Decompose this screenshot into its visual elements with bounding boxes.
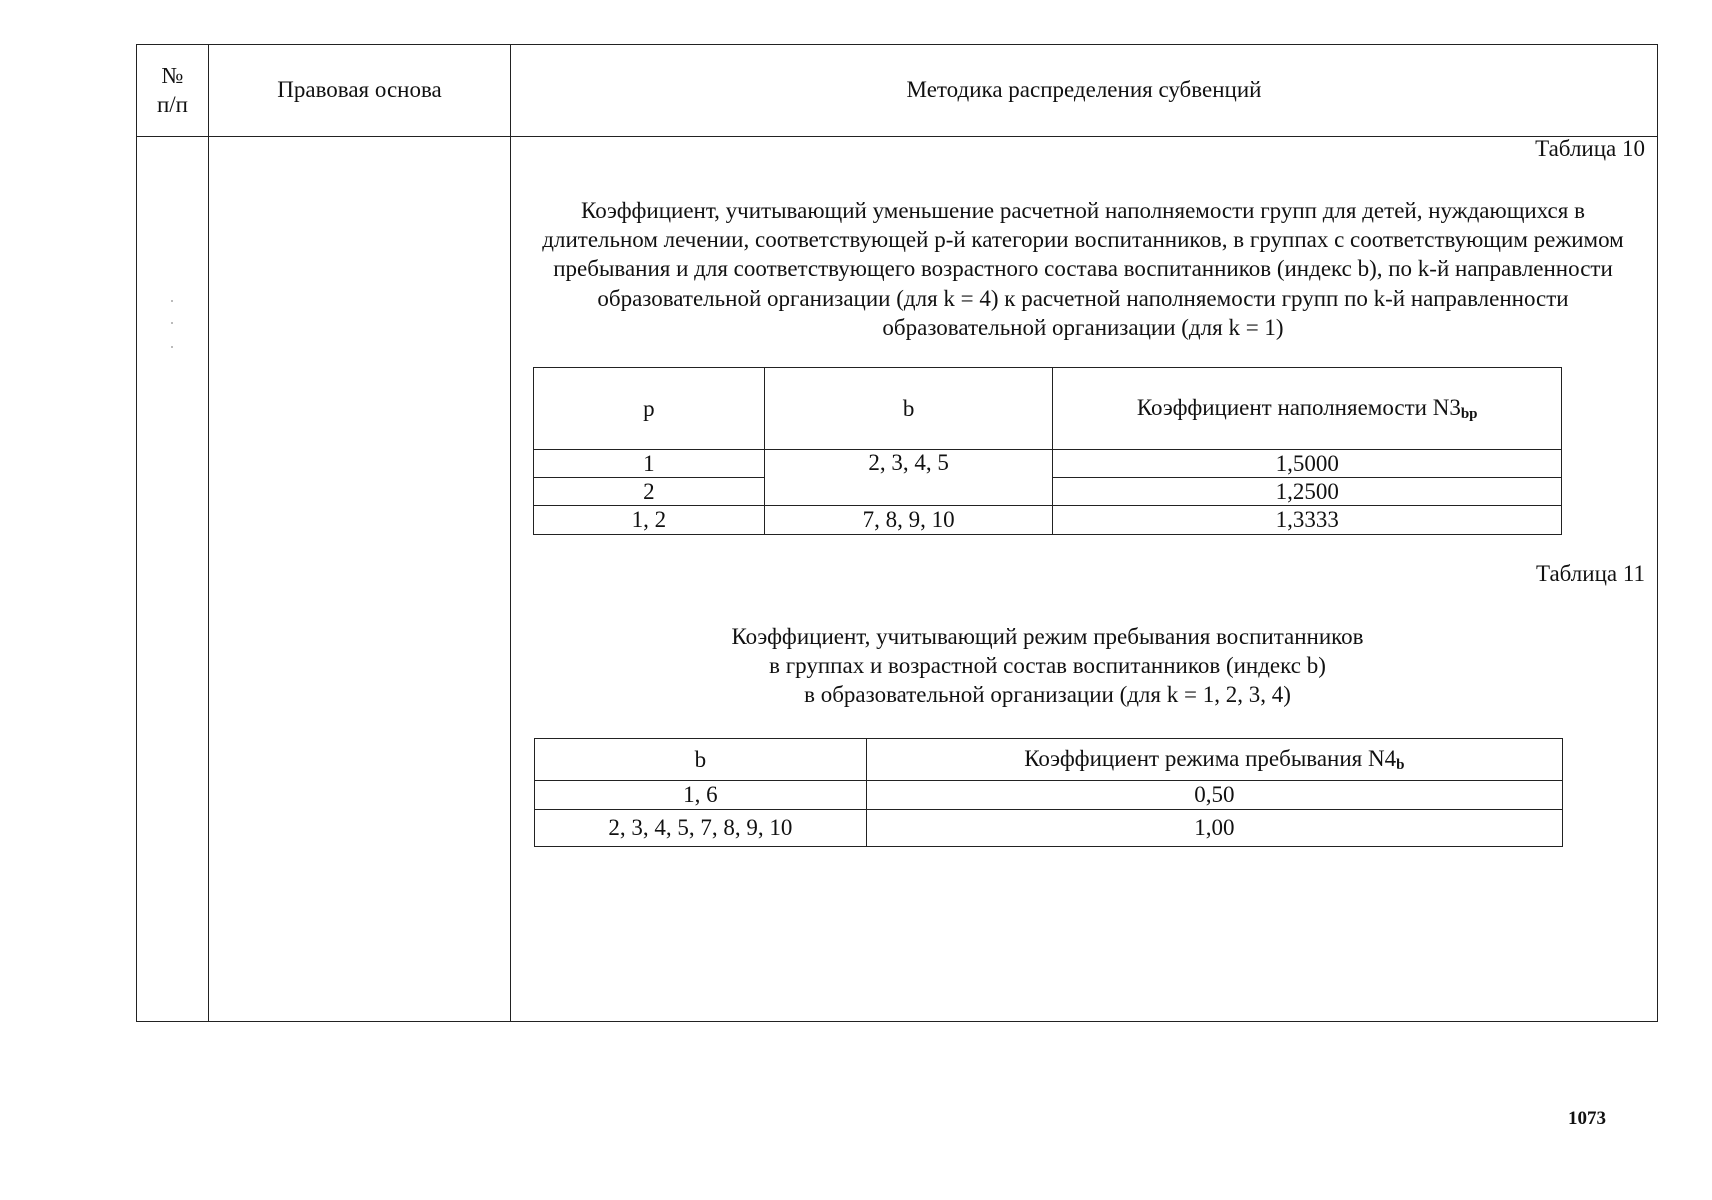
table10-head-coef-sub: bp bbox=[1460, 405, 1478, 422]
table10-cell-p: 2 bbox=[534, 478, 765, 506]
table10-cell-value: 1,3333 bbox=[1053, 506, 1562, 535]
header-method-cell bbox=[511, 45, 1657, 136]
table11-label: Таблица 11 bbox=[1535, 561, 1645, 586]
table11-caption-line2: в группах и возрастной состав воспитанников (индекс b) bbox=[769, 653, 1326, 679]
table11-cell-value: 0,50 bbox=[866, 781, 1562, 810]
scan-artifact bbox=[171, 322, 173, 324]
table-row bbox=[535, 810, 1563, 847]
table11-cell-b: 2, 3, 4, 5, 7, 8, 9, 10 bbox=[535, 810, 867, 847]
table-row bbox=[535, 781, 1563, 810]
column-divider-2 bbox=[510, 44, 511, 1022]
table11-head-b: b bbox=[535, 739, 867, 781]
column-divider-1 bbox=[208, 44, 209, 1022]
header-basis-cell bbox=[209, 45, 510, 136]
scan-artifact bbox=[171, 300, 173, 302]
table11-caption bbox=[533, 622, 1562, 710]
table10-cell-value: 1,5000 bbox=[1053, 450, 1562, 478]
table11-header-row bbox=[535, 739, 1563, 781]
header-method-label: Методика распределения субвенций bbox=[906, 77, 1262, 103]
table10-header-row bbox=[534, 368, 1562, 450]
table10-cell-b: 7, 8, 9, 10 bbox=[764, 506, 1053, 535]
table11 bbox=[534, 738, 1563, 847]
header-number-label: № п/п bbox=[156, 62, 188, 117]
table11-caption-line3: в образовательной организации (для k = 1, 2, 3, 4) bbox=[804, 682, 1291, 708]
table11-cell-b: 1, 6 bbox=[535, 781, 867, 810]
table10-cell-value: 1,2500 bbox=[1053, 478, 1562, 506]
table11-head-coef-sub: b bbox=[1396, 756, 1405, 773]
table10-cell-b: 2, 3, 4, 5 bbox=[764, 450, 1053, 506]
table10-head-coef bbox=[1053, 368, 1562, 450]
table-row bbox=[534, 506, 1562, 535]
table10-head-coef-text: Коэффициент наполняемости N3 bbox=[1136, 394, 1461, 420]
table10 bbox=[533, 367, 1562, 535]
page-number: 1073 bbox=[1568, 1108, 1606, 1129]
header-basis-label: Правовая основа bbox=[277, 77, 442, 103]
table11-head-coef bbox=[866, 739, 1562, 781]
table11-caption-line1: Коэффициент, учитывающий режим пребывания воспитанников bbox=[731, 624, 1364, 649]
table-row bbox=[534, 450, 1562, 478]
table11-head-coef-text: Коэффициент режима пребывания N4 bbox=[1024, 745, 1397, 771]
table10-cell-p: 1, 2 bbox=[534, 506, 765, 535]
table11-cell-value: 1,00 bbox=[866, 810, 1562, 847]
table10-head-b: b bbox=[764, 368, 1053, 450]
table10-caption: Коэффициент, учитывающий уменьшение расчетной наполняемости групп для детей, нуждающихся в длительном лечении, соответствующей р-й категории воспитанников, в группах с соответствующим режимом пребывания и для соответствующего возрастного состава воспитанников (индекс b), по k-й направленности образовательной организации (для k = 4) к расчетной наполняемости групп по k-й направленности образовательной организации (для k = 1) bbox=[542, 198, 1624, 340]
header-number-cell bbox=[137, 45, 208, 136]
table10-label: Таблица 10 bbox=[1535, 136, 1645, 161]
scan-artifact bbox=[171, 346, 173, 348]
table10-cell-p: 1 bbox=[534, 450, 765, 478]
table10-head-p: p bbox=[534, 368, 765, 450]
